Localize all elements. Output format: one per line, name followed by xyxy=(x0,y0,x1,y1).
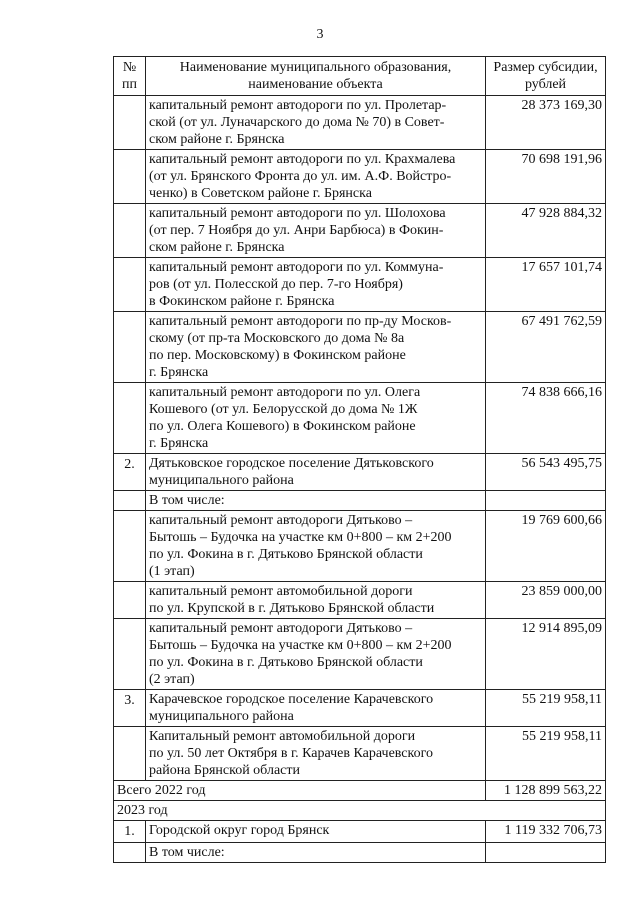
table-row xyxy=(114,801,606,821)
table-row xyxy=(114,204,606,258)
subsidy-amount xyxy=(486,843,606,863)
table-row xyxy=(114,491,606,511)
subsidy-amount: 55 219 958,11 xyxy=(486,727,606,781)
header-amount: Размер субсидии, рублей xyxy=(486,57,606,96)
row-number xyxy=(114,491,146,511)
subsidy-amount: 12 914 895,09 xyxy=(486,619,606,690)
object-name: капитальный ремонт автодороги по ул. Пролетар- ской (от ул. Луначарского до дома № 70) в Совет- ском районе г. Брянска xyxy=(146,96,486,150)
object-name: Карачевское городское поселение Карачевского муниципального района xyxy=(146,690,486,727)
subsidy-amount xyxy=(486,491,606,511)
table-row xyxy=(114,727,606,781)
subsidy-amount: 70 698 191,96 xyxy=(486,150,606,204)
object-name: капитальный ремонт автодороги по ул. Коммуна- ров (от ул. Полесской до пер. 7-го Ноября) в Фокинском районе г. Брянска xyxy=(146,258,486,312)
header-num: № пп xyxy=(114,57,146,96)
row-number xyxy=(114,204,146,258)
subsidy-amount: 56 543 495,75 xyxy=(486,454,606,491)
year-heading: 2023 год xyxy=(114,801,606,821)
subsidy-table xyxy=(113,56,606,863)
table-row xyxy=(114,781,606,801)
total-amount: 1 128 899 563,22 xyxy=(486,781,606,801)
object-name: капитальный ремонт автодороги по пр-ду Москов- скому (от пр-та Московского до дома № 8а по пер. Московскому) в Фокинском районе г. Брянска xyxy=(146,312,486,383)
table-row xyxy=(114,843,606,863)
page-number: 3 xyxy=(316,27,324,42)
object-name: капитальный ремонт автодороги по ул. Шолохова (от пер. 7 Ноября до ул. Анри Барбюса) в Фокин- ском районе г. Брянска xyxy=(146,204,486,258)
subsidy-amount: 1 119 332 706,73 xyxy=(486,821,606,843)
table-row xyxy=(114,96,606,150)
table-row xyxy=(114,312,606,383)
table-row xyxy=(114,582,606,619)
table-row xyxy=(114,383,606,454)
table-row xyxy=(114,511,606,582)
table-row xyxy=(114,454,606,491)
object-name: Городской округ город Брянск xyxy=(146,821,486,843)
object-name: Капитальный ремонт автомобильной дороги по ул. 50 лет Октября в г. Карачев Карачевского района Брянской области xyxy=(146,727,486,781)
object-name: капитальный ремонт автодороги по ул. Крахмалева (от ул. Брянского Фронта до ул. им. А.Ф. Войстро- ченко) в Советском районе г. Брянска xyxy=(146,150,486,204)
subsidy-amount: 28 373 169,30 xyxy=(486,96,606,150)
row-number xyxy=(114,727,146,781)
subsidy-amount: 55 219 958,11 xyxy=(486,690,606,727)
row-number: 3. xyxy=(114,690,146,727)
row-number xyxy=(114,96,146,150)
row-number xyxy=(114,383,146,454)
object-name: капитальный ремонт автодороги по ул. Олега Кошевого (от ул. Белорусской до дома № 1Ж по ул. Олега Кошевого) в Фокинском районе г. Брянска xyxy=(146,383,486,454)
object-name: Дятьковское городское поселение Дятьковского муниципального района xyxy=(146,454,486,491)
table-body xyxy=(114,96,606,863)
object-name: В том числе: xyxy=(146,491,486,511)
subsidy-amount: 47 928 884,32 xyxy=(486,204,606,258)
row-number xyxy=(114,312,146,383)
table-row xyxy=(114,821,606,843)
object-name: капитальный ремонт автомобильной дороги по ул. Крупской в г. Дятьково Брянской области xyxy=(146,582,486,619)
table-header-row xyxy=(114,57,606,96)
total-label: Всего 2022 год xyxy=(114,781,486,801)
row-number xyxy=(114,582,146,619)
subsidy-amount: 19 769 600,66 xyxy=(486,511,606,582)
header-name: Наименование муниципального образования, наименование объекта xyxy=(146,57,486,96)
subsidy-amount: 17 657 101,74 xyxy=(486,258,606,312)
row-number xyxy=(114,150,146,204)
subsidy-amount: 67 491 762,59 xyxy=(486,312,606,383)
table-row xyxy=(114,690,606,727)
object-name: В том числе: xyxy=(146,843,486,863)
table-row xyxy=(114,258,606,312)
row-number xyxy=(114,511,146,582)
subsidy-amount: 74 838 666,16 xyxy=(486,383,606,454)
object-name: капитальный ремонт автодороги Дятьково – Бытошь – Будочка на участке км 0+800 – км 2+200 по ул. Фокина в г. Дятьково Брянской области (1 этап) xyxy=(146,511,486,582)
row-number xyxy=(114,258,146,312)
table-row xyxy=(114,619,606,690)
row-number xyxy=(114,619,146,690)
table-row xyxy=(114,150,606,204)
row-number xyxy=(114,843,146,863)
row-number: 2. xyxy=(114,454,146,491)
subsidy-amount: 23 859 000,00 xyxy=(486,582,606,619)
object-name: капитальный ремонт автодороги Дятьково – Бытошь – Будочка на участке км 0+800 – км 2+200 по ул. Фокина в г. Дятьково Брянской области (2 этап) xyxy=(146,619,486,690)
row-number: 1. xyxy=(114,821,146,843)
